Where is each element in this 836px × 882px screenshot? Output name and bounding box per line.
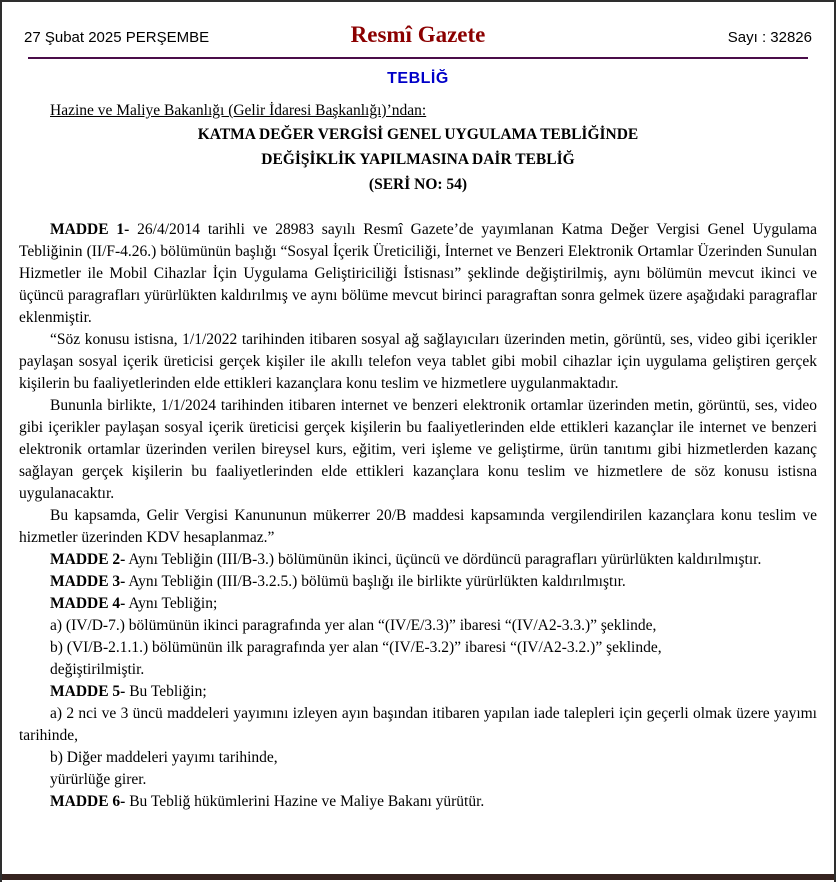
article-text: a) (IV/D-7.) bölümünün ikinci paragrafında yer alan “(IV/E/3.3)” ibaresi “(IV/A2-3.3.)” şeklinde,: [50, 617, 657, 634]
page-footer-bar: [2, 874, 834, 880]
article-text: yürürlüğe girer.: [50, 771, 147, 788]
gazette-date: 27 Şubat 2025 PERŞEMBE: [24, 29, 210, 46]
paragraph-item-b: [19, 637, 817, 659]
paragraph: [19, 659, 817, 681]
article-text: a) 2 nci ve 3 üncü maddeleri yayımını izleyen ayın başından itibaren yapılan iade talepleri için geçerli olmak üzere yayımı tarihinde,: [19, 705, 817, 744]
article-text: b) (VI/B-2.1.1.) bölümünün ilk paragrafında yer alan “(IV/E-3.2)” ibaresi “(IV/A2-3.2.)” şeklinde,: [50, 639, 662, 656]
document-body: [2, 88, 834, 813]
article-lead: MADDE 1-: [50, 221, 130, 238]
paragraph-madde-6: [19, 791, 817, 813]
article-text: Aynı Tebliğin;: [125, 595, 218, 612]
paragraph-madde-3: [19, 571, 817, 593]
article-lead: MADDE 5-: [50, 683, 126, 700]
article-text: 26/4/2014 tarihli ve 28983 sayılı Resmî Gazete’de yayımlanan Katma Değer Vergisi Genel Uygulama Tebliğinin (II/F-4.26.) bölümünün başlığı “Sosyal İçerik Üreticiliği, İnternet ve Benzeri Elektronik Ortamlar Üzerinden Sunulan Hizmetler ile Mobil Cihazlar İçin Uygulama Geliştiriciliği İstisnası” şeklinde değiştirilmiş, aynı bölümün mevcut ikinci ve üçüncü paragrafları yürürlükten kaldırılmış ve aynı bölüme mevcut birinci paragraftan sonra gelmek üzere aşağıdaki paragraflar eklenmiştir.: [19, 221, 817, 326]
issuing-authority: Hazine ve Maliye Bakanlığı (Gelir İdaresi Başkanlığı)’ndan:: [50, 102, 427, 119]
paragraph-madde-4: [19, 593, 817, 615]
article-text: değiştirilmiştir.: [50, 661, 145, 678]
articles: [19, 219, 817, 813]
article-lead: MADDE 3-: [50, 573, 126, 590]
section-heading: TEBLİĞ: [387, 70, 449, 87]
paragraph-madde-5: [19, 681, 817, 703]
article-text: Aynı Tebliğin (III/B-3.2.5.) bölümü başlığı ile birlikte yürürlükten kaldırılmıştır.: [125, 573, 626, 590]
paragraph: [19, 505, 817, 549]
article-lead: MADDE 6-: [50, 793, 126, 810]
article-text: Bu kapsamda, Gelir Vergisi Kanununun mükerrer 20/B maddesi kapsamında vergilendirilen kazançlara konu teslim ve hizmetler üzerinden KDV hesaplanmaz.”: [19, 507, 817, 546]
title-line-2: DEĞİŞİKLİK YAPILMASINA DAİR TEBLİĞ: [261, 151, 575, 168]
paragraph: [19, 329, 817, 395]
paragraph-item-a: [19, 615, 817, 637]
document-title: [19, 122, 817, 197]
article-text: b) Diğer maddeleri yayımı tarihinde,: [50, 749, 278, 766]
paragraph: [19, 769, 817, 791]
article-lead: MADDE 4-: [50, 595, 126, 612]
article-text: “Söz konusu istisna, 1/1/2022 tarihinden itibaren sosyal ağ sağlayıcıları üzerinden metin, görüntü, ses, video gibi içerikler paylaşan sosyal içerik üreticisi gerçek kişiler ile akıllı telefon veya tablet gibi mobil cihazlar için uygulama geliştiren gerçek kişilerin bu faaliyetlerinden elde ettikleri kazançlara konu teslim ve hizmetlere uygulanmaktadır.: [19, 331, 817, 392]
paragraph-madde-1: [19, 219, 817, 329]
article-text: Bu Tebliğ hükümlerini Hazine ve Maliye Bakanı yürütür.: [125, 793, 485, 810]
gazette-masthead: Resmî Gazete: [350, 22, 486, 47]
paragraph-item-a: [19, 703, 817, 747]
article-text: Bununla birlikte, 1/1/2024 tarihinden itibaren internet ve benzeri elektronik ortamlar üzerinden metin, görüntü, ses, video gibi içerikler paylaşan sosyal içerik üreticisi gerçek kişilerin bu faaliyetlerinden elde ettikleri kazançlar ile internet ve benzeri elektronik ortamlar üzerinden verilen bireysel kurs, eğitim, veri işleme ve geliştirme, ürün tanıtımı gibi hizmetlerden kazanç sağlayan gerçek kişilerin bu faaliyetlerinden elde ettikleri kazançlara konu teslim ve hizmetlere de söz konusu istisna uygulanacaktır.: [19, 397, 817, 502]
gazette-header: [2, 2, 834, 48]
title-line-3: (SERİ NO: 54): [368, 176, 468, 193]
gazette-issue-number: Sayı : 32826: [727, 29, 812, 46]
article-text: Aynı Tebliğin (III/B-3.) bölümünün ikinci, üçüncü ve dördüncü paragrafları yürürlükten kaldırılmıştır.: [125, 551, 762, 568]
paragraph-madde-2: [19, 549, 817, 571]
header-divider: [28, 57, 808, 59]
paragraph-item-b: [19, 747, 817, 769]
article-lead: MADDE 2-: [50, 551, 126, 568]
paragraph: [19, 395, 817, 505]
article-text: Bu Tebliğin;: [125, 683, 207, 700]
title-line-1: KATMA DEĞER VERGİSİ GENEL UYGULAMA TEBLİĞİNDE: [197, 126, 639, 143]
